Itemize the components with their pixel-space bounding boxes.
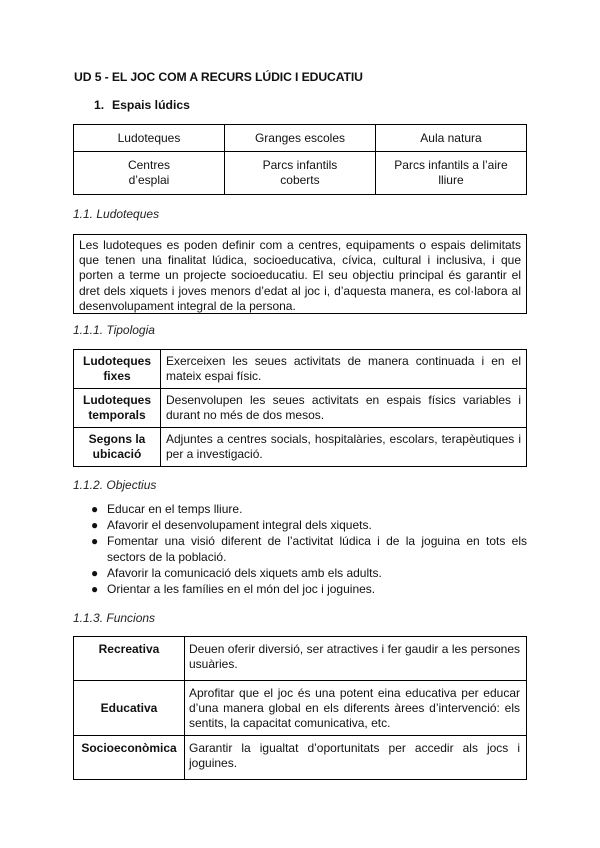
- objectives-list: [73, 502, 527, 598]
- row-key: Ludoteques fixes: [74, 350, 161, 389]
- list-item-text: Afavorir el desenvolupament integral dels xiquets.: [107, 518, 372, 533]
- row-key: Socioeconòmica: [74, 736, 185, 780]
- definition-box: Les ludoteques es poden definir com a centres, equipaments o espais delimitats que tenen una finalitat lúdica, socioeducativa, cívica, cultural i inclusiva, i que porten a terme un projecte socioeducatiu. El seu objectiu principal és garantir el dret dels xiquets i joves menors d’edat al joc i, d’aquesta manera, es col·labora al desenvolupament integral de la persona.: [73, 234, 527, 314]
- row-value: Adjuntes a centres socials, hospitalàries, escolars, terapèutiques i per a investigació.: [161, 428, 527, 467]
- bullet-icon: ●: [91, 534, 99, 549]
- list-item-text: Afavorir la comunicació dels xiquets amb els adults.: [107, 565, 382, 580]
- table-cell: Ludoteques: [74, 125, 225, 152]
- bullet-icon: ●: [91, 502, 99, 516]
- bullet-icon: ●: [91, 518, 99, 533]
- row-key: Ludoteques temporals: [74, 389, 161, 428]
- row-value: Exerceixen les seues activitats de manera continuada i en el mateix espai físic.: [161, 350, 527, 389]
- row-key: Segons la ubicació: [74, 428, 161, 467]
- section-title: Espais lúdics: [112, 98, 190, 112]
- list-item-text: Educar en el temps lliure.: [107, 502, 243, 516]
- section-number: 1.: [94, 98, 105, 112]
- list-item: [73, 534, 527, 564]
- table-cell: Aula natura: [375, 125, 526, 152]
- cell-text: Centres d’esplai: [127, 158, 170, 187]
- row-value: Garantir la igualtat d’oportunitats per accedir als jocs i joguines.: [185, 736, 527, 780]
- list-item: [73, 566, 527, 581]
- table-cell: Granges escoles: [224, 125, 375, 152]
- section-heading: [94, 98, 190, 112]
- table-row: [74, 125, 527, 152]
- subsection-objectius: 1.1.2. Objectius: [73, 478, 157, 492]
- cell-text: Parcs infantils a l’aire lliure: [394, 158, 508, 187]
- table-cell: [74, 152, 225, 195]
- cell-text: Parcs infantils coberts: [262, 158, 338, 187]
- document-title: UD 5 - EL JOC COM A RECURS LÚDIC I EDUCATIU: [74, 70, 363, 84]
- list-item: [73, 518, 527, 533]
- tipologia-table: [73, 349, 527, 467]
- spaces-table: [73, 124, 527, 195]
- table-cell: [224, 152, 375, 195]
- list-item-text: Orientar a les famílies en el món del joc i joguines.: [107, 582, 376, 597]
- subsection-funcions: 1.1.3. Funcions: [73, 611, 156, 625]
- table-row: [74, 152, 527, 195]
- row-key: Educativa: [74, 681, 185, 736]
- table-row: [74, 736, 527, 780]
- table-row: [74, 389, 527, 428]
- subsection-tipologia: 1.1.1. Tipologia: [73, 323, 155, 337]
- row-key: Recreativa: [74, 637, 185, 681]
- row-value: Aprofitar que el joc és una potent eina educativa per educar d’una manera global en els diferents àrees d’intervenció: els sentits, la capacitat comunicativa, etc.: [185, 681, 527, 736]
- table-row: [74, 637, 527, 681]
- list-item: [73, 502, 527, 517]
- bullet-icon: ●: [91, 582, 99, 597]
- funcions-table: [73, 636, 527, 780]
- list-item: [73, 582, 527, 597]
- row-value: Desenvolupen les seues activitats en espais físics variables i durant no més de dos mesos.: [161, 389, 527, 428]
- table-row: [74, 681, 527, 736]
- subsection-ludoteques: 1.1. Ludoteques: [73, 207, 160, 221]
- row-value: Deuen oferir diversió, ser atractives i fer gaudir a les persones usuàries.: [185, 637, 527, 681]
- table-row: [74, 428, 527, 467]
- table-cell: [375, 152, 526, 195]
- bullet-icon: ●: [91, 565, 99, 580]
- table-row: [74, 350, 527, 389]
- list-item-text: Fomentar una visió diferent de l’activitat lúdica i de la joguina en tots els sectors de la població.: [107, 534, 527, 564]
